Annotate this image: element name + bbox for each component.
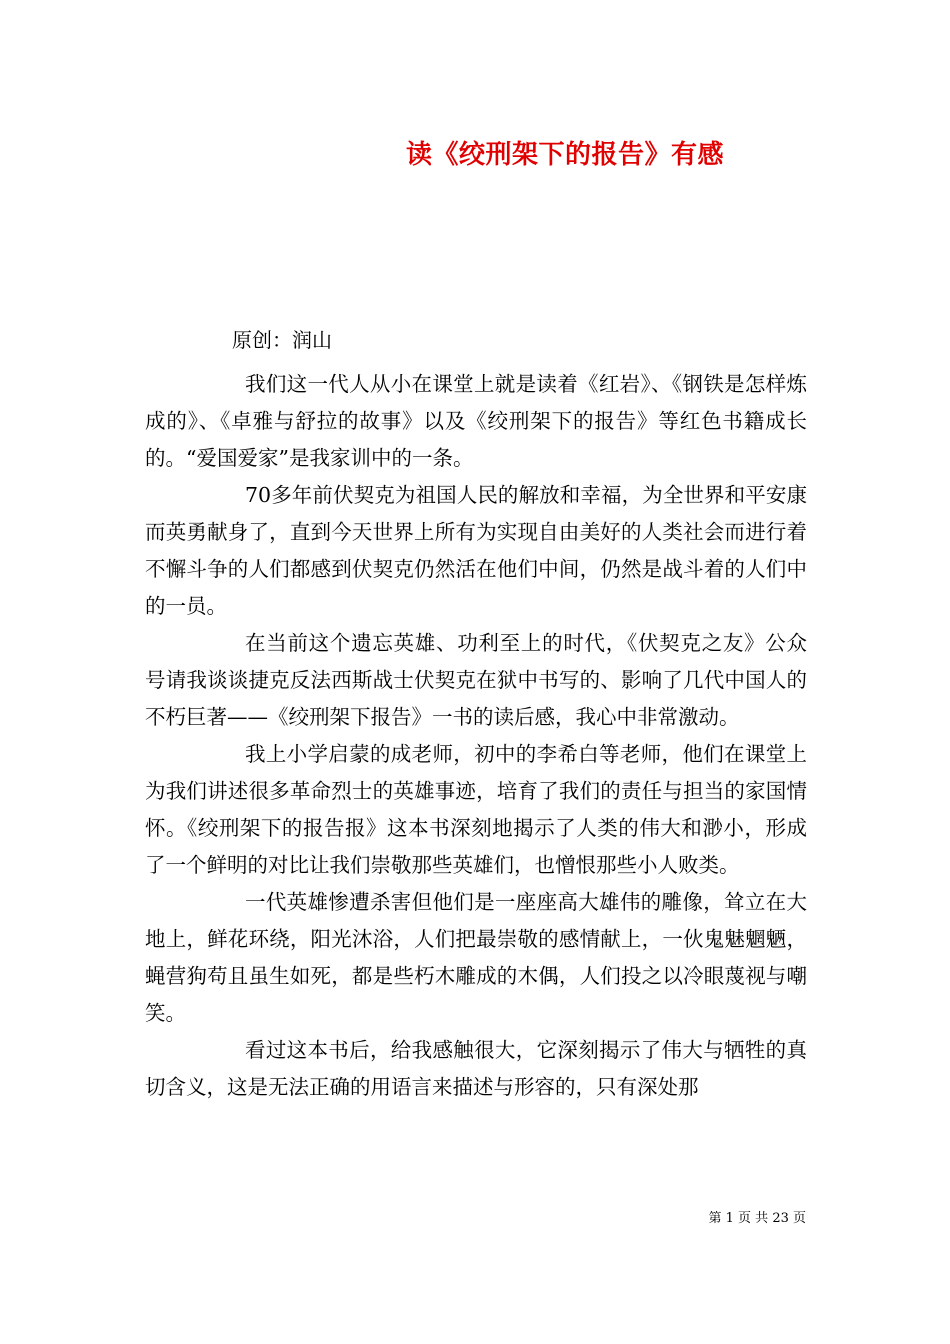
paragraph-6: 看过这本书后，给我感触很大，它深刻揭示了伟大与牺牲的真切含义，这是无法正确的用语言来描述与形容的，只有深处那 (145, 1038, 807, 1099)
paragraph-5: 一代英雄惨遭杀害但他们是一座座高大雄伟的雕像，耸立在大地上，鲜花环绕，阳光沐浴，人们把最崇敬的感情献上，一伙鬼魅魍魉，蝇营狗苟且虽生如死，都是些朽木雕成的木偶，人们投之以冷眼蔑视与嘲笑。 (145, 890, 807, 1025)
paragraph-2: 70多年前伏契克为祖国人民的解放和幸福，为全世界和平安康而英勇献身了，直到今天世界上所有为实现自由美好的人类社会而进行着不懈斗争的人们都感到伏契克仍然活在他们中间，仍然是战斗着的人们中的一员。 (145, 483, 807, 618)
page-number-footer: 第 1 页 共 23 页 (708, 1211, 806, 1226)
document-title: 读《绞刑架下的报告》有感 (405, 140, 724, 170)
author-line: 原创：润山 (232, 328, 332, 352)
document-body (145, 366, 807, 1106)
paragraph-1: 我们这一代人从小在课堂上就是读着《红岩》、《钢铁是怎样炼成的》、《卓雅与舒拉的故事》以及《绞刑架下的报告》等红色书籍成长的。“爱国爱家”是我家训中的一条。 (145, 372, 807, 470)
paragraph-4: 我上小学启蒙的成老师，初中的李希白等老师，他们在课堂上为我们讲述很多革命烈士的英雄事迹，培育了我们的责任与担当的家国情怀。《绞刑架下的报告报》这本书深刻地揭示了人类的伟大和渺小，形成了一个鲜明的对比让我们崇敬那些英雄们，也憎恨那些小人败类。 (145, 742, 807, 877)
paragraph-3: 在当前这个遗忘英雄、功利至上的时代，《伏契克之友》公众号请我谈谈捷克反法西斯战士伏契克在狱中书写的、影响了几代中国人的不朽巨著——《绞刑架下报告》一书的读后感，我心中非常激动。 (145, 631, 807, 729)
